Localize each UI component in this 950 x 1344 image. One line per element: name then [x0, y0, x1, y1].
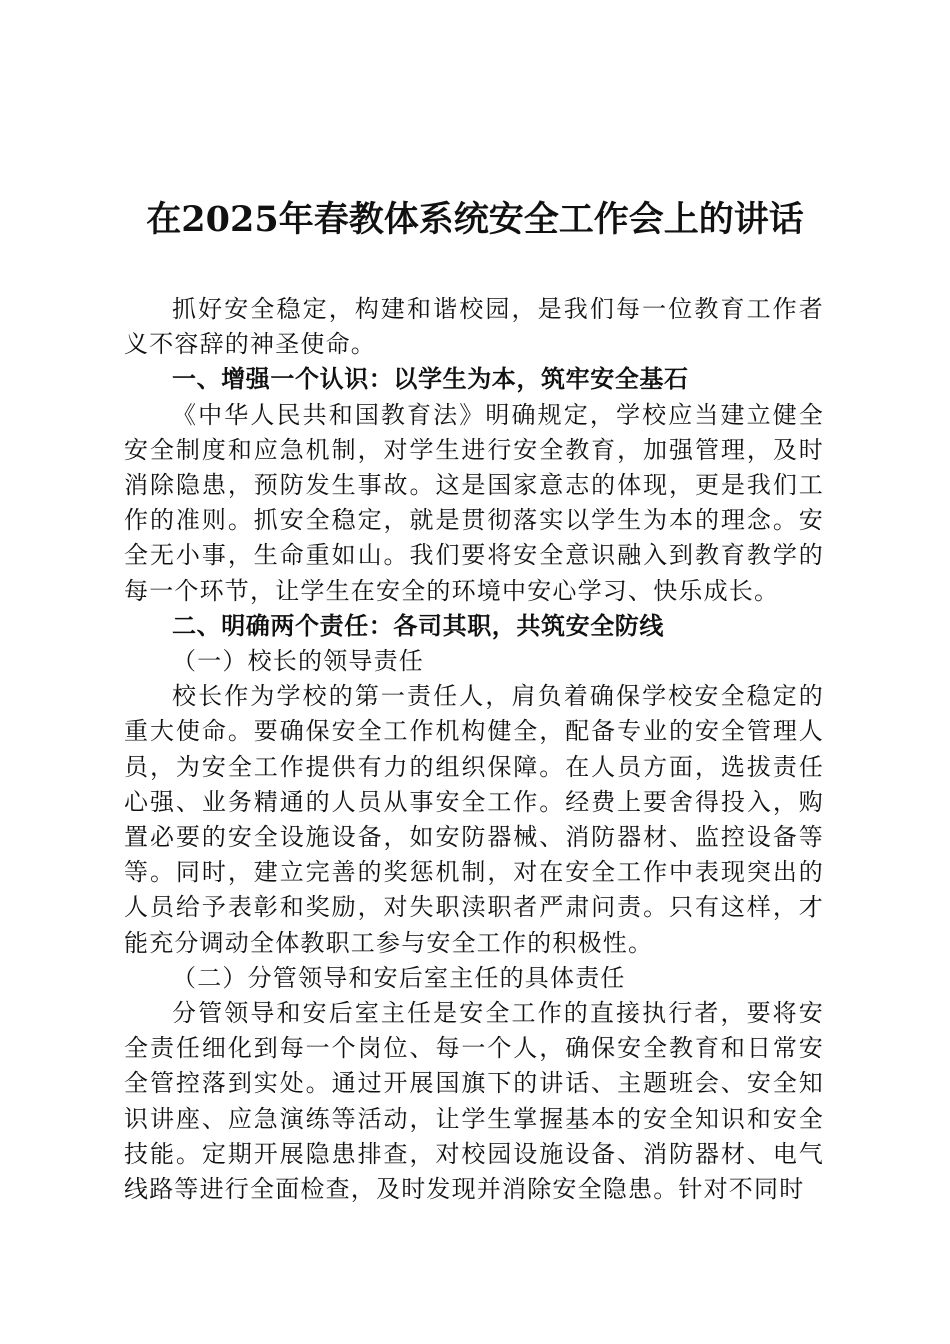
section-heading-2: 二、明确两个责任：各司其职，共筑安全防线 [172, 611, 664, 640]
subsection-2-paragraph: 分管领导和安后室主任是安全工作的直接执行者，要将安全责任细化到每一个岗位、每一个人，确保安全教育和日常安全管控落到实处。通过开展国旗下的讲话、主题班会、安全知识讲座、应急演练等活动，让学生掌握基本的安全知识和安全技能。定期开展隐患排查，对校园设施设备、消防器材、电气线路等进行全面检查，及时发现并消除安全隐患。针对不同时 [124, 999, 824, 1204]
subsection-heading-1: （一）校长的领导责任 [172, 647, 424, 676]
document-title: 在2025年春教体系统安全工作会上的讲话 [146, 199, 804, 240]
intro-paragraph: 抓好安全稳定，构建和谐校园，是我们每一位教育工作者义不容辞的神圣使命。 [124, 295, 824, 359]
section-1-paragraph: 《中华人民共和国教育法》明确规定，学校应当建立健全安全制度和应急机制，对学生进行安全教育，加强管理，及时消除隐患，预防发生事故。这是国家意志的体现，更是我们工作的准则。抓安全稳定，就是贯彻落实以学生为本的理念。安全无小事，生命重如山。我们要将安全意识融入到教育教学的每一个环节，让学生在安全的环境中安心学习、快乐成长。 [124, 400, 824, 605]
subsection-1-paragraph: 校长作为学校的第一责任人，肩负着确保学校安全稳定的重大使命。要确保安全工作机构健全，配备专业的安全管理人员，为安全工作提供有力的组织保障。在人员方面，选拔责任心强、业务精通的人员从事安全工作。经费上要舍得投入，购置必要的安全设施设备，如安防器械、消防器材、监控设备等等。同时，建立完善的奖惩机制，对在安全工作中表现突出的人员给予表彰和奖励，对失职渎职者严肃问责。只有这样，才能充分调动全体教职工参与安全工作的积极性。 [124, 682, 824, 957]
subsection-heading-2: （二）分管领导和安后室主任的具体责任 [172, 963, 626, 992]
section-heading-1: 一、增强一个认识：以学生为本，筑牢安全基石 [172, 365, 689, 394]
document-body [124, 292, 824, 1207]
